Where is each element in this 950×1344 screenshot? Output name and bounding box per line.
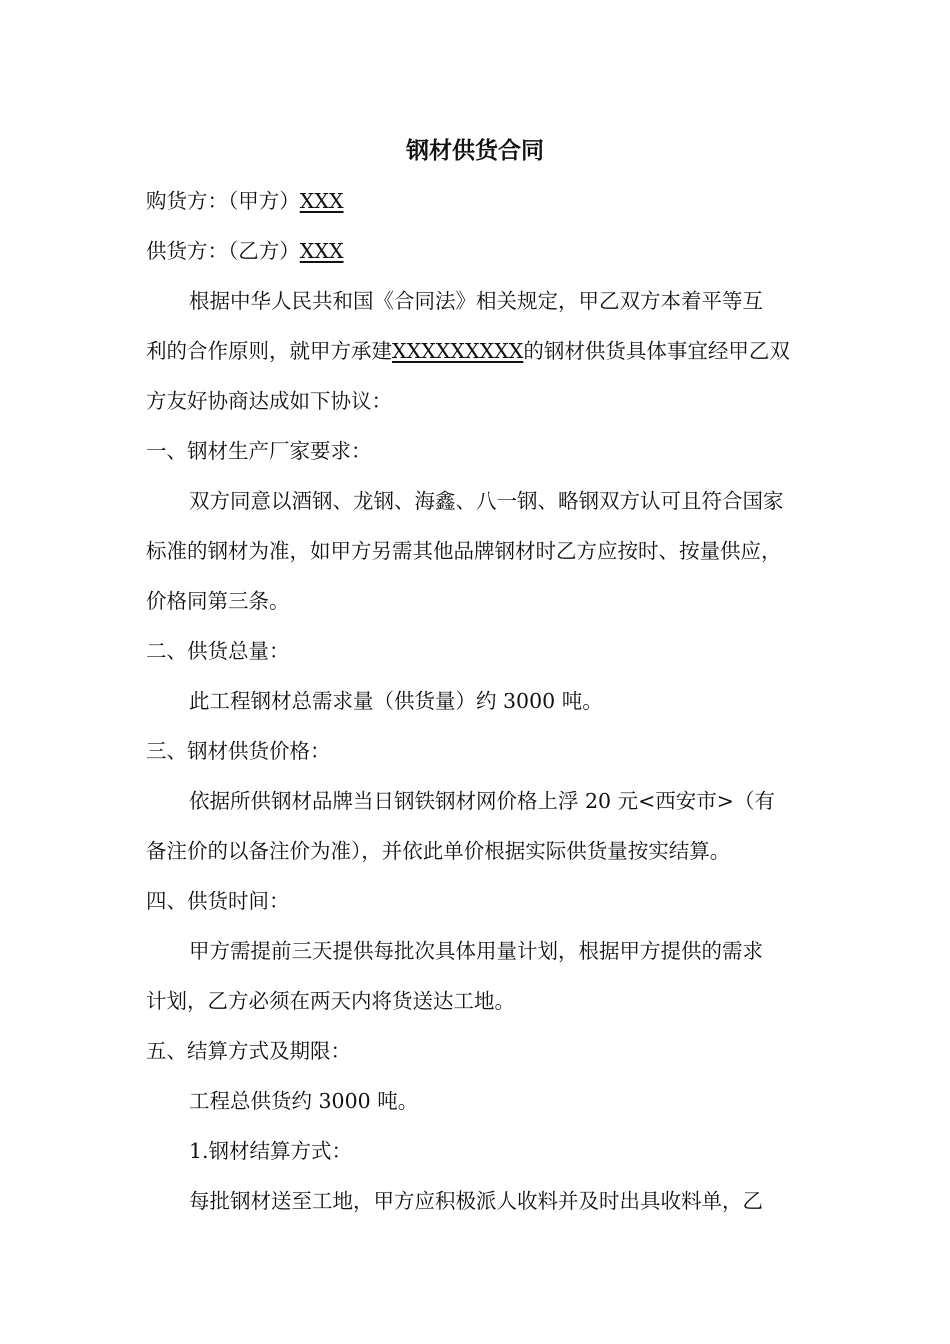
- intro-line-3: 方友好协商达成如下协议：: [146, 389, 392, 413]
- section-4-heading: 四、供货时间：: [146, 889, 290, 913]
- section-1-line-1: 双方同意以酒钢、龙钢、海鑫、八一钢、略钢双方认可且符合国家: [189, 489, 784, 513]
- section-5-subheading-1: 1.钢材结算方式：: [189, 1139, 353, 1163]
- section-2-heading: 二、供货总量：: [146, 639, 290, 663]
- section-4-line-2: 计划，乙方必须在两天内将货送达工地。: [146, 989, 515, 1013]
- project-name-placeholder: XXXXXXXXX: [392, 339, 524, 363]
- supplier-value: XXX: [299, 239, 344, 263]
- section-1-heading: 一、钢材生产厂家要求：: [146, 439, 372, 463]
- supplier-label: 供货方：（乙方）: [146, 239, 300, 263]
- section-1-line-2: 标准的钢材为准，如甲方另需其他品牌钢材时乙方应按时、按量供应，: [146, 539, 782, 563]
- section-5-line-1: 工程总供货约 3000 吨。: [189, 1089, 419, 1113]
- supplier-line: [146, 234, 826, 268]
- section-1-line-3: 价格同第三条。: [146, 589, 290, 613]
- section-2-line-1: 此工程钢材总需求量（供货量）约 3000 吨。: [189, 689, 603, 713]
- intro-line-2: [146, 334, 826, 368]
- section-5-heading: 五、结算方式及期限：: [146, 1039, 351, 1063]
- section-4-line-1: 甲方需提前三天提供每批次具体用量计划，根据甲方提供的需求: [189, 939, 763, 963]
- section-3-line-1: 依据所供钢材品牌当日钢铁钢材网价格上浮 20 元<西安市>（有: [189, 789, 775, 813]
- intro-line-2-start: 利的合作原则，就甲方承建: [146, 339, 392, 363]
- section-3-heading: 三、钢材供货价格：: [146, 739, 331, 763]
- section-5-line-2: 每批钢材送至工地，甲方应积极派人收料并及时出具收料单，乙: [189, 1189, 763, 1213]
- section-3-line-2: 备注价的以备注价为准），并依此单价根据实际供货量按实结算。: [146, 839, 731, 863]
- intro-line-1: 根据中华人民共和国《合同法》相关规定，甲乙双方本着平等互: [189, 289, 763, 313]
- buyer-value: XXX: [299, 189, 344, 213]
- document-title: 钢材供货合同: [406, 138, 544, 164]
- buyer-line: [146, 184, 826, 218]
- buyer-label: 购货方：（甲方）: [146, 189, 300, 213]
- intro-line-2-end: 的钢材供货具体事宜经甲乙双: [523, 339, 790, 363]
